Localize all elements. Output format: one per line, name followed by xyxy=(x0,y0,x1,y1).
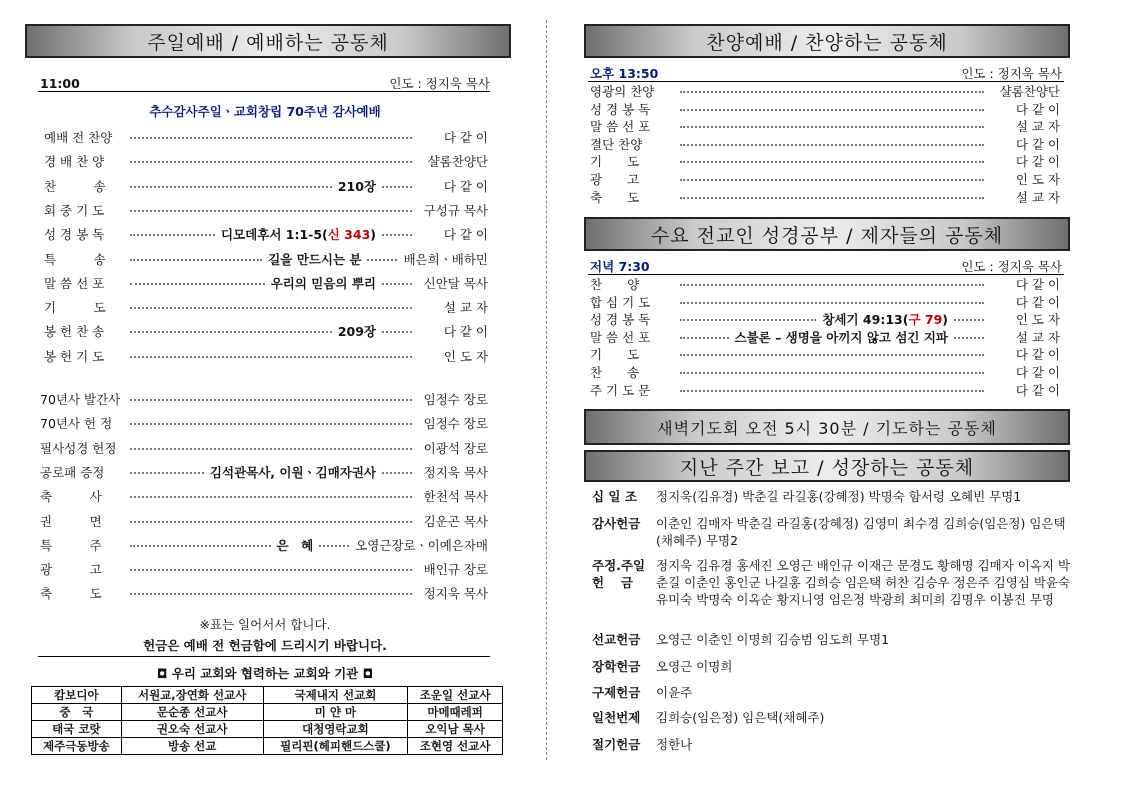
order-label: 70년사 헌 정 xyxy=(40,416,113,432)
report-key: 선교헌금 xyxy=(592,632,641,647)
dot-leader xyxy=(954,337,984,339)
report-value: 이윤주 xyxy=(656,685,693,700)
dot-leader xyxy=(680,319,816,321)
dot-leader xyxy=(680,109,984,111)
partner-cell: 서원교,장연화 선교사 xyxy=(121,687,263,704)
order-item xyxy=(40,584,488,602)
report-row xyxy=(592,684,1072,701)
order-item xyxy=(44,322,488,340)
dot-leader xyxy=(954,319,984,321)
order-item xyxy=(44,250,488,268)
order-label: 찬 양 xyxy=(590,277,640,292)
order-label: 봉 헌 찬 송 xyxy=(44,324,105,340)
order-label: 성 경 봉 독 xyxy=(590,101,651,117)
order-item xyxy=(40,560,488,578)
partners-row xyxy=(32,704,503,721)
partners-row xyxy=(32,721,503,738)
order-label: 경 배 찬 양 xyxy=(44,154,105,170)
report-value: 정한나 xyxy=(656,737,693,752)
dot-leader xyxy=(130,448,412,450)
order-item xyxy=(44,298,488,316)
partner-cell: 필리핀(헤피핸드스쿨) xyxy=(263,738,408,755)
divider xyxy=(38,91,490,92)
order-value: 신안달 목사 xyxy=(423,275,488,291)
order-item xyxy=(590,82,1060,100)
partners-row xyxy=(32,687,503,704)
order-detail xyxy=(735,328,949,346)
report-value: 정지욱 김유경 홍세진 오영근 배인규 이재근 문경도 황해명 김매자 이옥지 박춘길 이춘인 홍인군 나길홍 김희승 임은택 허찬 김승우 정은주 김영심 박윤숙 유미숙 박명숙 이옥순 황지니영 임은정 박광희 최미희 김명우 이봉진 무명 xyxy=(656,558,1071,607)
order-value: 샬롬찬양단 xyxy=(427,154,488,170)
partner-cell: 조현영 선교사 xyxy=(408,738,503,755)
order-detail-text: 우리의 믿음의 뿌리 xyxy=(270,275,376,291)
dot-leader xyxy=(382,186,412,188)
dot-leader xyxy=(680,337,729,339)
order-detail xyxy=(338,177,376,195)
dot-leader xyxy=(130,472,204,474)
report-row xyxy=(592,557,1072,608)
order-value: 다 같 이 xyxy=(443,324,488,340)
order-value: 임정수 장로 xyxy=(423,416,488,432)
report-key: 감사헌금 xyxy=(592,516,641,531)
service-subtitle xyxy=(40,102,490,120)
order-item xyxy=(44,201,488,219)
order-detail xyxy=(338,322,376,340)
partner-cell: 미 얀 마 xyxy=(263,704,408,721)
order-detail-text: 길을 만드시는 분 xyxy=(268,251,362,267)
order-item xyxy=(590,135,1060,153)
order-item xyxy=(44,347,488,365)
order-label: 찬 송 xyxy=(590,365,640,380)
order-value: 배은희ㆍ배하민 xyxy=(403,251,488,267)
order-label: 광 고 xyxy=(40,562,102,578)
dot-leader xyxy=(130,307,412,309)
order-item xyxy=(40,536,488,554)
partner-cell: 태국 코랏 xyxy=(32,721,122,738)
order-label: 주 기 도 문 xyxy=(590,382,651,398)
order-detail xyxy=(271,274,376,292)
order-value: 임정수 장로 xyxy=(423,392,488,407)
order-value: 이광석 장로 xyxy=(423,440,488,456)
report-value: 김희승(임은정) 임은택(채혜주) xyxy=(656,710,825,725)
order-value: 다 같 이 xyxy=(1015,154,1060,170)
order-label: 회 중 기 도 xyxy=(44,202,105,218)
order-detail-text: 은 혜 xyxy=(276,537,314,553)
dot-leader xyxy=(680,390,984,392)
order-detail-end: ) xyxy=(370,227,376,243)
order-label: 성 경 봉 독 xyxy=(44,227,105,243)
dot-leader xyxy=(680,179,984,181)
order-value: 설 교 자 xyxy=(443,300,488,316)
dot-leader xyxy=(130,234,215,236)
order-item xyxy=(590,310,1060,328)
order-value: 다 같 이 xyxy=(443,227,488,243)
report-key: 십 일 조 xyxy=(592,489,637,504)
dot-leader xyxy=(130,521,412,523)
order-label: 말 씀 선 포 xyxy=(44,275,105,291)
order-item xyxy=(44,274,488,292)
dot-leader xyxy=(130,496,412,498)
report-row xyxy=(592,488,1072,505)
weekly-report-banner: 지난 주간 보고 / 성장하는 공동체 xyxy=(584,450,1070,482)
order-label: 70년사 발간사 xyxy=(40,392,121,407)
order-item xyxy=(44,128,488,146)
service-subtitle-text: 추수감사주일ㆍ교회창립 70주년 감사예배 xyxy=(149,104,381,119)
order-label: 축 도 xyxy=(40,586,102,602)
order-label: 성 경 봉 독 xyxy=(590,312,651,328)
dot-leader xyxy=(130,283,265,285)
report-key: 절기헌금 xyxy=(592,737,641,752)
partner-cell: 권오숙 선교사 xyxy=(121,721,263,738)
order-detail-end: ) xyxy=(942,312,948,328)
order-value: 다 같 이 xyxy=(1015,101,1060,117)
order-value: 오영근장로ㆍ이예은자매 xyxy=(355,537,488,553)
order-value: 인 도 자 xyxy=(1015,172,1060,187)
order-label: 특 송 xyxy=(44,251,106,267)
order-value: 설 교 자 xyxy=(1015,189,1060,205)
report-value: 오영근 이명희 xyxy=(656,659,733,674)
partner-cell: 문순종 선교사 xyxy=(121,704,263,721)
partners-title-text: ◘ 우리 교회와 협력하는 교회와 기관 ◘ xyxy=(156,666,374,681)
order-item xyxy=(590,345,1060,363)
partner-cell: 중 국 xyxy=(32,704,122,721)
order-detail-text: 창세기 49:13( xyxy=(822,312,909,328)
order-detail-text: 디모데후서 1:1-5( xyxy=(221,227,328,243)
wednesday-leader: 인도 : 정지욱 목사 xyxy=(961,259,1062,274)
sunday-worship-banner: 주일예배 / 예배하는 공동체 xyxy=(25,24,511,58)
dot-leader xyxy=(680,284,984,286)
report-row xyxy=(592,709,1072,726)
order-label: 특 주 xyxy=(40,537,102,553)
report-value: 이춘인 김매자 박춘길 라길홍(강혜정) 김영미 최수경 김희승(임은정) 임은택(채혜주) 무명2 xyxy=(656,516,1066,548)
order-label: 결단 찬양 xyxy=(590,136,643,152)
dot-leader xyxy=(130,545,271,547)
order-detail-text: 스불론 – 생명을 아끼지 않고 섬긴 지파 xyxy=(734,329,948,345)
dot-leader xyxy=(680,302,984,304)
order-item xyxy=(590,328,1060,346)
order-label: 축 도 xyxy=(590,189,640,205)
order-value: 배인규 장로 xyxy=(423,562,488,578)
sunday-time-row xyxy=(40,74,490,92)
report-row xyxy=(592,515,1072,549)
order-item xyxy=(40,487,488,505)
order-item xyxy=(590,117,1060,135)
dot-leader xyxy=(130,331,332,333)
standing-note-text: ※표는 일어서서 합니다. xyxy=(199,617,331,632)
divider xyxy=(38,656,490,657)
order-label: 예배 전 찬양 xyxy=(44,130,113,145)
order-item xyxy=(44,225,488,243)
order-value: 다 같 이 xyxy=(1015,136,1060,152)
report-key: 장학헌금 xyxy=(592,659,641,674)
partners-title xyxy=(40,664,490,682)
order-value: 한천석 목사 xyxy=(423,489,488,505)
dot-leader xyxy=(130,137,412,139)
partner-cell: 제주극동방송 xyxy=(32,738,122,755)
order-item xyxy=(40,512,488,530)
order-label: 공로패 증정 xyxy=(40,464,105,480)
dot-leader xyxy=(680,144,984,146)
order-detail xyxy=(277,536,314,554)
order-item xyxy=(590,170,1060,188)
order-detail-text: 김석관목사, 이원ㆍ김매자권사 xyxy=(209,464,376,480)
order-value: 다 같 이 xyxy=(1015,277,1060,292)
order-value: 다 같 이 xyxy=(1015,365,1060,380)
order-detail xyxy=(822,310,948,328)
praise-worship-banner: 찬양예배 / 찬양하는 공동체 xyxy=(584,24,1070,58)
dot-leader xyxy=(130,259,262,261)
order-item xyxy=(590,381,1060,399)
dot-leader xyxy=(130,186,332,188)
offering-note-text: 헌금은 예배 전 헌금함에 드리시기 바랍니다. xyxy=(143,638,387,653)
dot-leader xyxy=(382,234,412,236)
partner-cell: 대청영락교회 xyxy=(263,721,408,738)
dot-leader xyxy=(319,545,349,547)
order-value: 설 교 자 xyxy=(1015,119,1060,135)
report-row xyxy=(592,658,1072,675)
partner-cell: 조운일 선교사 xyxy=(408,687,503,704)
dot-leader xyxy=(130,569,412,571)
order-item xyxy=(590,188,1060,206)
order-label: 축 사 xyxy=(40,489,102,505)
order-label: 합 심 기 도 xyxy=(590,294,651,310)
sunday-leader: 인도 : 정지욱 목사 xyxy=(389,76,490,91)
report-key: 구제헌금 xyxy=(592,685,641,700)
order-label: 기 도 xyxy=(590,154,640,170)
report-row xyxy=(592,736,1072,753)
order-item xyxy=(590,363,1060,381)
order-value: 설 교 자 xyxy=(1015,329,1060,345)
order-label: 말 씀 선 포 xyxy=(590,119,651,135)
dawn-prayer-banner: 새벽기도회 오전 5시 30분 / 기도하는 공동체 xyxy=(584,409,1070,445)
hymn-number: 구 79 xyxy=(908,312,943,328)
order-item xyxy=(40,439,488,457)
dot-leader xyxy=(130,399,412,401)
dot-leader xyxy=(680,126,984,128)
report-value: 정지욱(김유경) 박춘길 라길홍(강혜정) 박명숙 함서령 오혜빈 무명1 xyxy=(656,489,1022,504)
order-value: 다 같 이 xyxy=(443,178,488,194)
order-item xyxy=(40,390,488,408)
order-item xyxy=(44,152,488,170)
order-item xyxy=(44,177,488,195)
order-detail xyxy=(210,463,376,481)
praise-leader: 인도 : 정지욱 목사 xyxy=(961,66,1062,81)
order-label: 필사성경 헌정 xyxy=(40,440,117,456)
order-detail xyxy=(221,225,376,243)
dot-leader xyxy=(680,197,984,199)
standing-note xyxy=(40,615,490,633)
order-value: 구성규 목사 xyxy=(423,202,488,218)
wednesday-time-row xyxy=(590,257,1062,275)
dot-leader xyxy=(130,210,412,212)
partners-table xyxy=(31,686,503,755)
order-value: 김운곤 목사 xyxy=(423,513,488,529)
dot-leader xyxy=(382,472,412,474)
order-value: 다 같 이 xyxy=(1015,347,1060,363)
order-label: 기 도 xyxy=(44,300,106,316)
report-key: 일천번제 xyxy=(592,710,641,725)
order-value: 정지욱 목사 xyxy=(423,586,488,602)
partner-cell: 국제내지 선교회 xyxy=(263,687,408,704)
praise-time-row xyxy=(590,64,1062,82)
dot-leader xyxy=(680,354,984,356)
dot-leader xyxy=(130,593,412,595)
order-label: 광 고 xyxy=(590,172,640,187)
order-item xyxy=(590,293,1060,311)
order-item xyxy=(590,152,1060,170)
wednesday-time: 저녁 7:30 xyxy=(590,259,650,274)
order-detail-text: 209장 xyxy=(337,324,376,340)
dot-leader xyxy=(130,161,412,163)
dot-leader xyxy=(680,161,984,163)
order-value: 정지욱 목사 xyxy=(423,464,488,480)
praise-time: 오후 13:50 xyxy=(590,66,659,81)
wednesday-study-banner: 수요 전교인 성경공부 / 제자들의 공동체 xyxy=(584,217,1070,251)
order-value: 인 도 자 xyxy=(443,348,488,364)
hymn-number: 신 343 xyxy=(327,227,371,243)
partner-cell: 캄보디아 xyxy=(32,687,122,704)
order-detail-text: 210장 xyxy=(337,178,376,194)
dot-leader xyxy=(382,331,412,333)
partner-cell: 마메때레퍼 xyxy=(408,704,503,721)
report-row xyxy=(592,631,1072,648)
dot-leader xyxy=(382,283,412,285)
partner-cell: 방송 선교 xyxy=(121,738,263,755)
order-value: 샬롬찬양단 xyxy=(999,84,1060,99)
sunday-time: 11:00 xyxy=(40,75,80,91)
dot-leader xyxy=(680,91,984,93)
order-label: 영광의 찬양 xyxy=(590,84,655,99)
order-value: 인 도 자 xyxy=(1015,312,1060,328)
order-label: 찬 송 xyxy=(44,178,106,194)
order-value: 다 같 이 xyxy=(1015,294,1060,310)
order-label: 말 씀 선 포 xyxy=(590,329,651,345)
order-label: 봉 헌 기 도 xyxy=(44,348,105,364)
dot-leader xyxy=(130,423,412,425)
dot-leader xyxy=(130,356,412,358)
dot-leader xyxy=(367,259,397,261)
report-value: 오영근 이춘인 이명희 김승범 임도희 무명1 xyxy=(656,632,890,647)
order-value: 다 같 이 xyxy=(1015,382,1060,398)
order-label: 권 면 xyxy=(40,513,102,529)
order-item xyxy=(590,275,1060,293)
order-item xyxy=(40,414,488,432)
page-fold xyxy=(546,20,547,760)
order-label: 기 도 xyxy=(590,347,640,363)
partner-cell: 오익남 목사 xyxy=(408,721,503,738)
order-value: 다 같 이 xyxy=(443,130,488,145)
offering-note xyxy=(40,636,490,654)
report-key: 주정.주일 헌 금 xyxy=(592,558,646,590)
order-item xyxy=(590,100,1060,118)
order-detail xyxy=(268,250,361,268)
order-item xyxy=(40,463,488,481)
partners-row xyxy=(32,738,503,755)
dot-leader xyxy=(680,372,984,374)
